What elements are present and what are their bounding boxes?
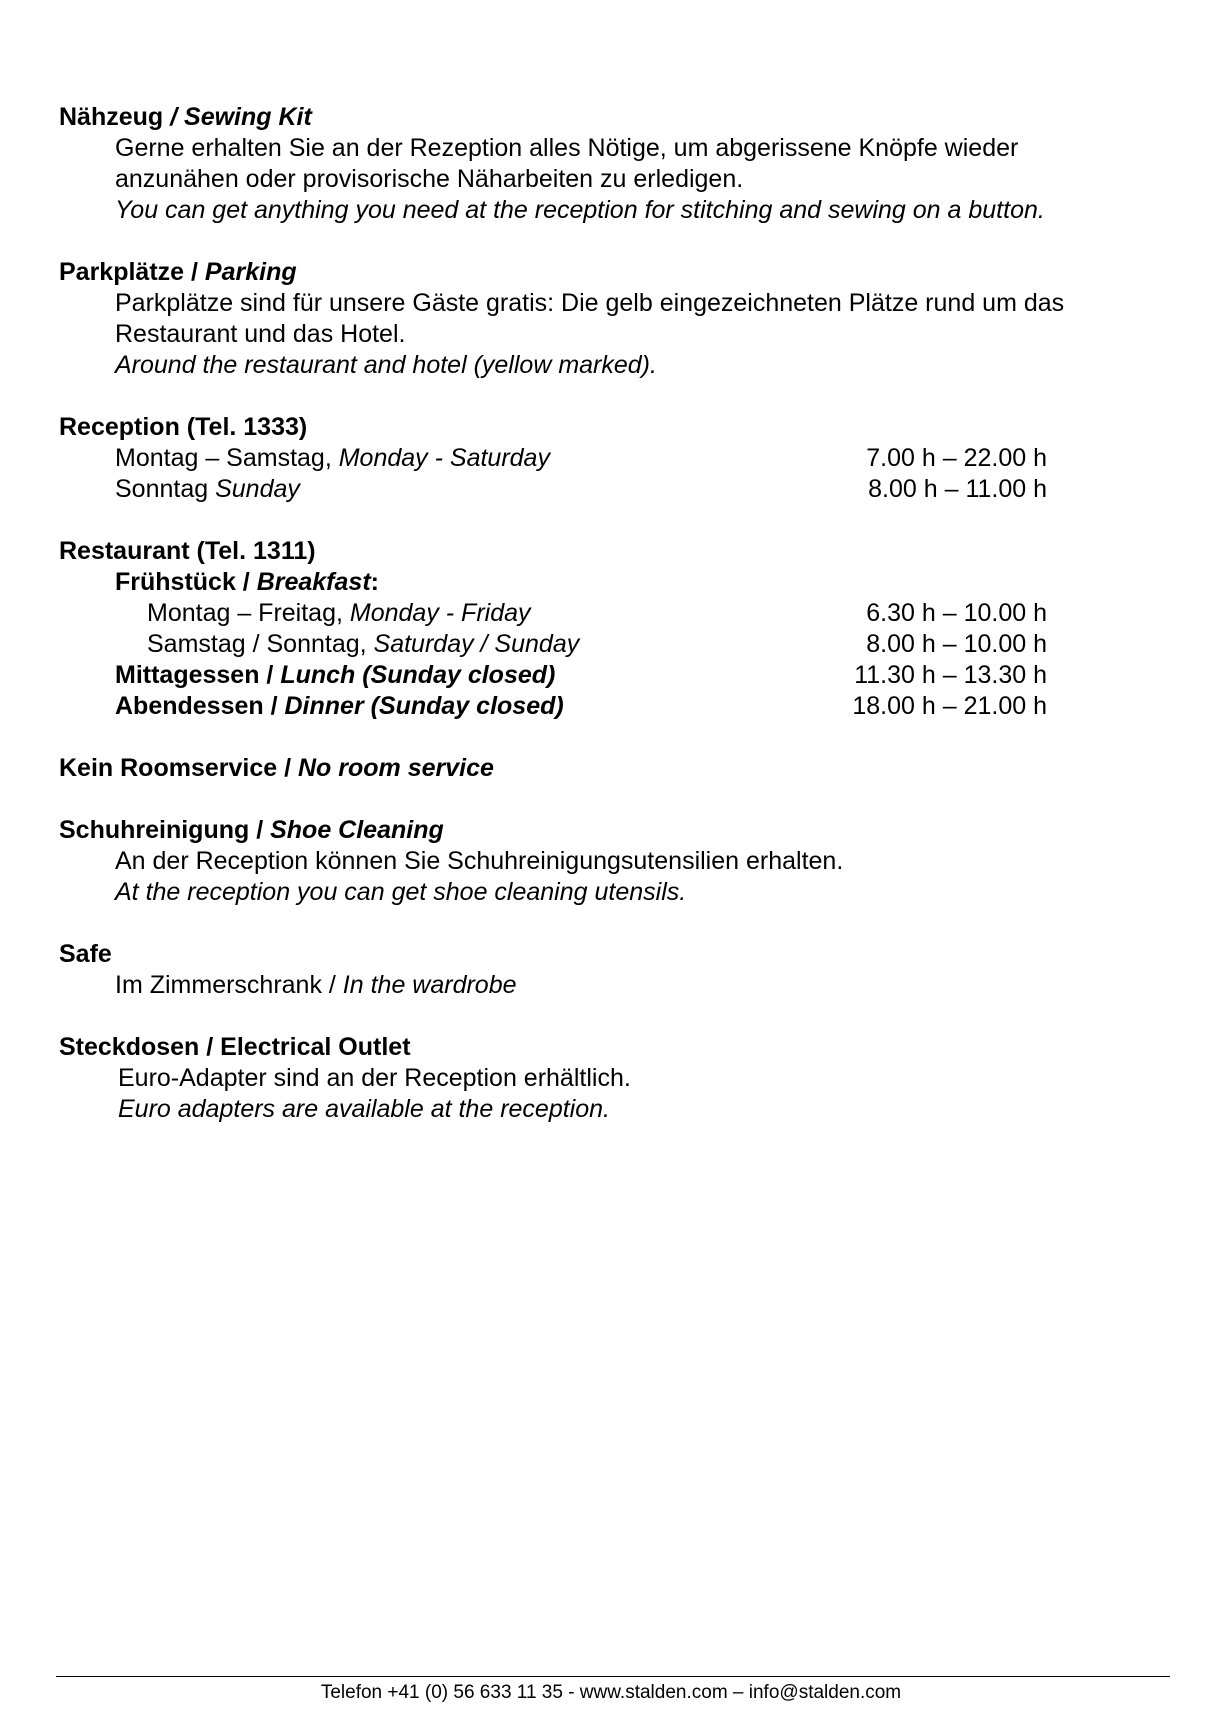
hours-time: 7.00 h – 22.00 h — [866, 444, 1047, 472]
days-de: Sonntag — [115, 475, 216, 503]
heading-en: Shoe Cleaning — [270, 816, 444, 844]
hours-time: 8.00 h – 11.00 h — [868, 475, 1047, 503]
days-en: Sunday — [215, 475, 300, 503]
section-restaurant — [59, 536, 1169, 722]
section-heading — [59, 102, 1169, 133]
footer-contact: Telefon +41 (0) 56 633 11 35 - www.stalden.com – info@stalden.com — [320, 1682, 902, 1703]
breakfast-label — [59, 567, 1169, 598]
text-en: At the reception you can get shoe cleaning utensils. — [115, 878, 687, 906]
text-de: Gerne erhalten Sie an der Rezeption alles Nötige, um abgerissene Knöpfe wieder — [115, 134, 1019, 162]
section-roomservice — [59, 753, 1169, 784]
heading-separator: / — [163, 103, 185, 131]
hours-time: 8.00 h – 10.00 h — [866, 630, 1047, 658]
section-electrical-outlet — [59, 1032, 1169, 1125]
dinner-label-en: Dinner (Sunday closed) — [284, 692, 564, 720]
hours-time: 11.30 h – 13.30 h — [854, 661, 1047, 689]
section-sewing-kit — [59, 102, 1169, 226]
text-en: In the wardrobe — [342, 971, 517, 999]
hours-row — [59, 629, 1169, 660]
section-heading: Reception (Tel. 1333) — [59, 413, 308, 441]
heading-en: No room service — [297, 754, 494, 782]
heading-de: Kein Roomservice / — [59, 754, 298, 782]
hours-row — [59, 474, 1169, 505]
section-heading: Steckdosen / Electrical Outlet — [59, 1033, 411, 1061]
section-heading: Restaurant (Tel. 1311) — [59, 537, 316, 565]
text-en: Around the restaurant and hotel (yellow marked). — [115, 351, 657, 379]
text-en: Euro adapters are available at the reception. — [118, 1095, 610, 1123]
days-de: Samstag / Sonntag, — [147, 630, 374, 658]
section-reception — [59, 412, 1169, 505]
section-shoe-cleaning — [59, 815, 1169, 908]
days-en: Monday - Saturday — [338, 444, 550, 472]
section-heading — [59, 257, 1169, 288]
days-en: Monday - Friday — [349, 599, 531, 627]
section-safe — [59, 939, 1169, 1001]
text-de: Parkplätze sind für unsere Gäste gratis: Die gelb eingezeichneten Plätze rund um das — [115, 289, 1065, 317]
breakfast-label-de: Frühstück / — [115, 568, 257, 596]
heading-de: Nähzeug — [59, 103, 164, 131]
text-en: You can get anything you need at the reception for stitching and sewing on a button. — [115, 196, 1045, 224]
hours-row — [59, 443, 1169, 474]
heading-en: Parking — [204, 258, 297, 286]
breakfast-label-colon: : — [370, 568, 379, 596]
lunch-label-en: Lunch (Sunday closed) — [280, 661, 556, 689]
section-heading — [59, 815, 1169, 846]
lunch-row — [59, 660, 1169, 691]
dinner-row — [59, 691, 1169, 722]
days-de: Montag – Freitag, — [147, 599, 350, 627]
section-heading: Safe — [59, 940, 112, 968]
text-de: anzunähen oder provisorische Näharbeiten zu erledigen. — [115, 165, 744, 193]
footer-divider — [56, 1676, 1170, 1677]
lunch-label-de: Mittagessen / — [115, 661, 281, 689]
hours-row — [59, 598, 1169, 629]
text-de: Im Zimmerschrank / — [115, 971, 343, 999]
days-en: Saturday / Sunday — [373, 630, 580, 658]
dinner-label-de: Abendessen / — [115, 692, 285, 720]
text-de: Euro-Adapter sind an der Reception erhältlich. — [118, 1064, 631, 1092]
breakfast-label-en: Breakfast — [256, 568, 371, 596]
document-body — [59, 102, 1169, 1156]
hours-time: 6.30 h – 10.00 h — [866, 599, 1047, 627]
hours-time: 18.00 h – 21.00 h — [852, 692, 1047, 720]
text-de: Restaurant und das Hotel. — [115, 320, 406, 348]
text-de: An der Reception können Sie Schuhreinigungsutensilien erhalten. — [115, 847, 844, 875]
heading-en: Sewing Kit — [184, 103, 312, 131]
heading-de: Schuhreinigung / — [59, 816, 271, 844]
safe-text — [59, 970, 1169, 1001]
section-parking — [59, 257, 1169, 381]
heading-de: Parkplätze / — [59, 258, 205, 286]
days-de: Montag – Samstag, — [115, 444, 339, 472]
section-heading — [59, 753, 1169, 784]
